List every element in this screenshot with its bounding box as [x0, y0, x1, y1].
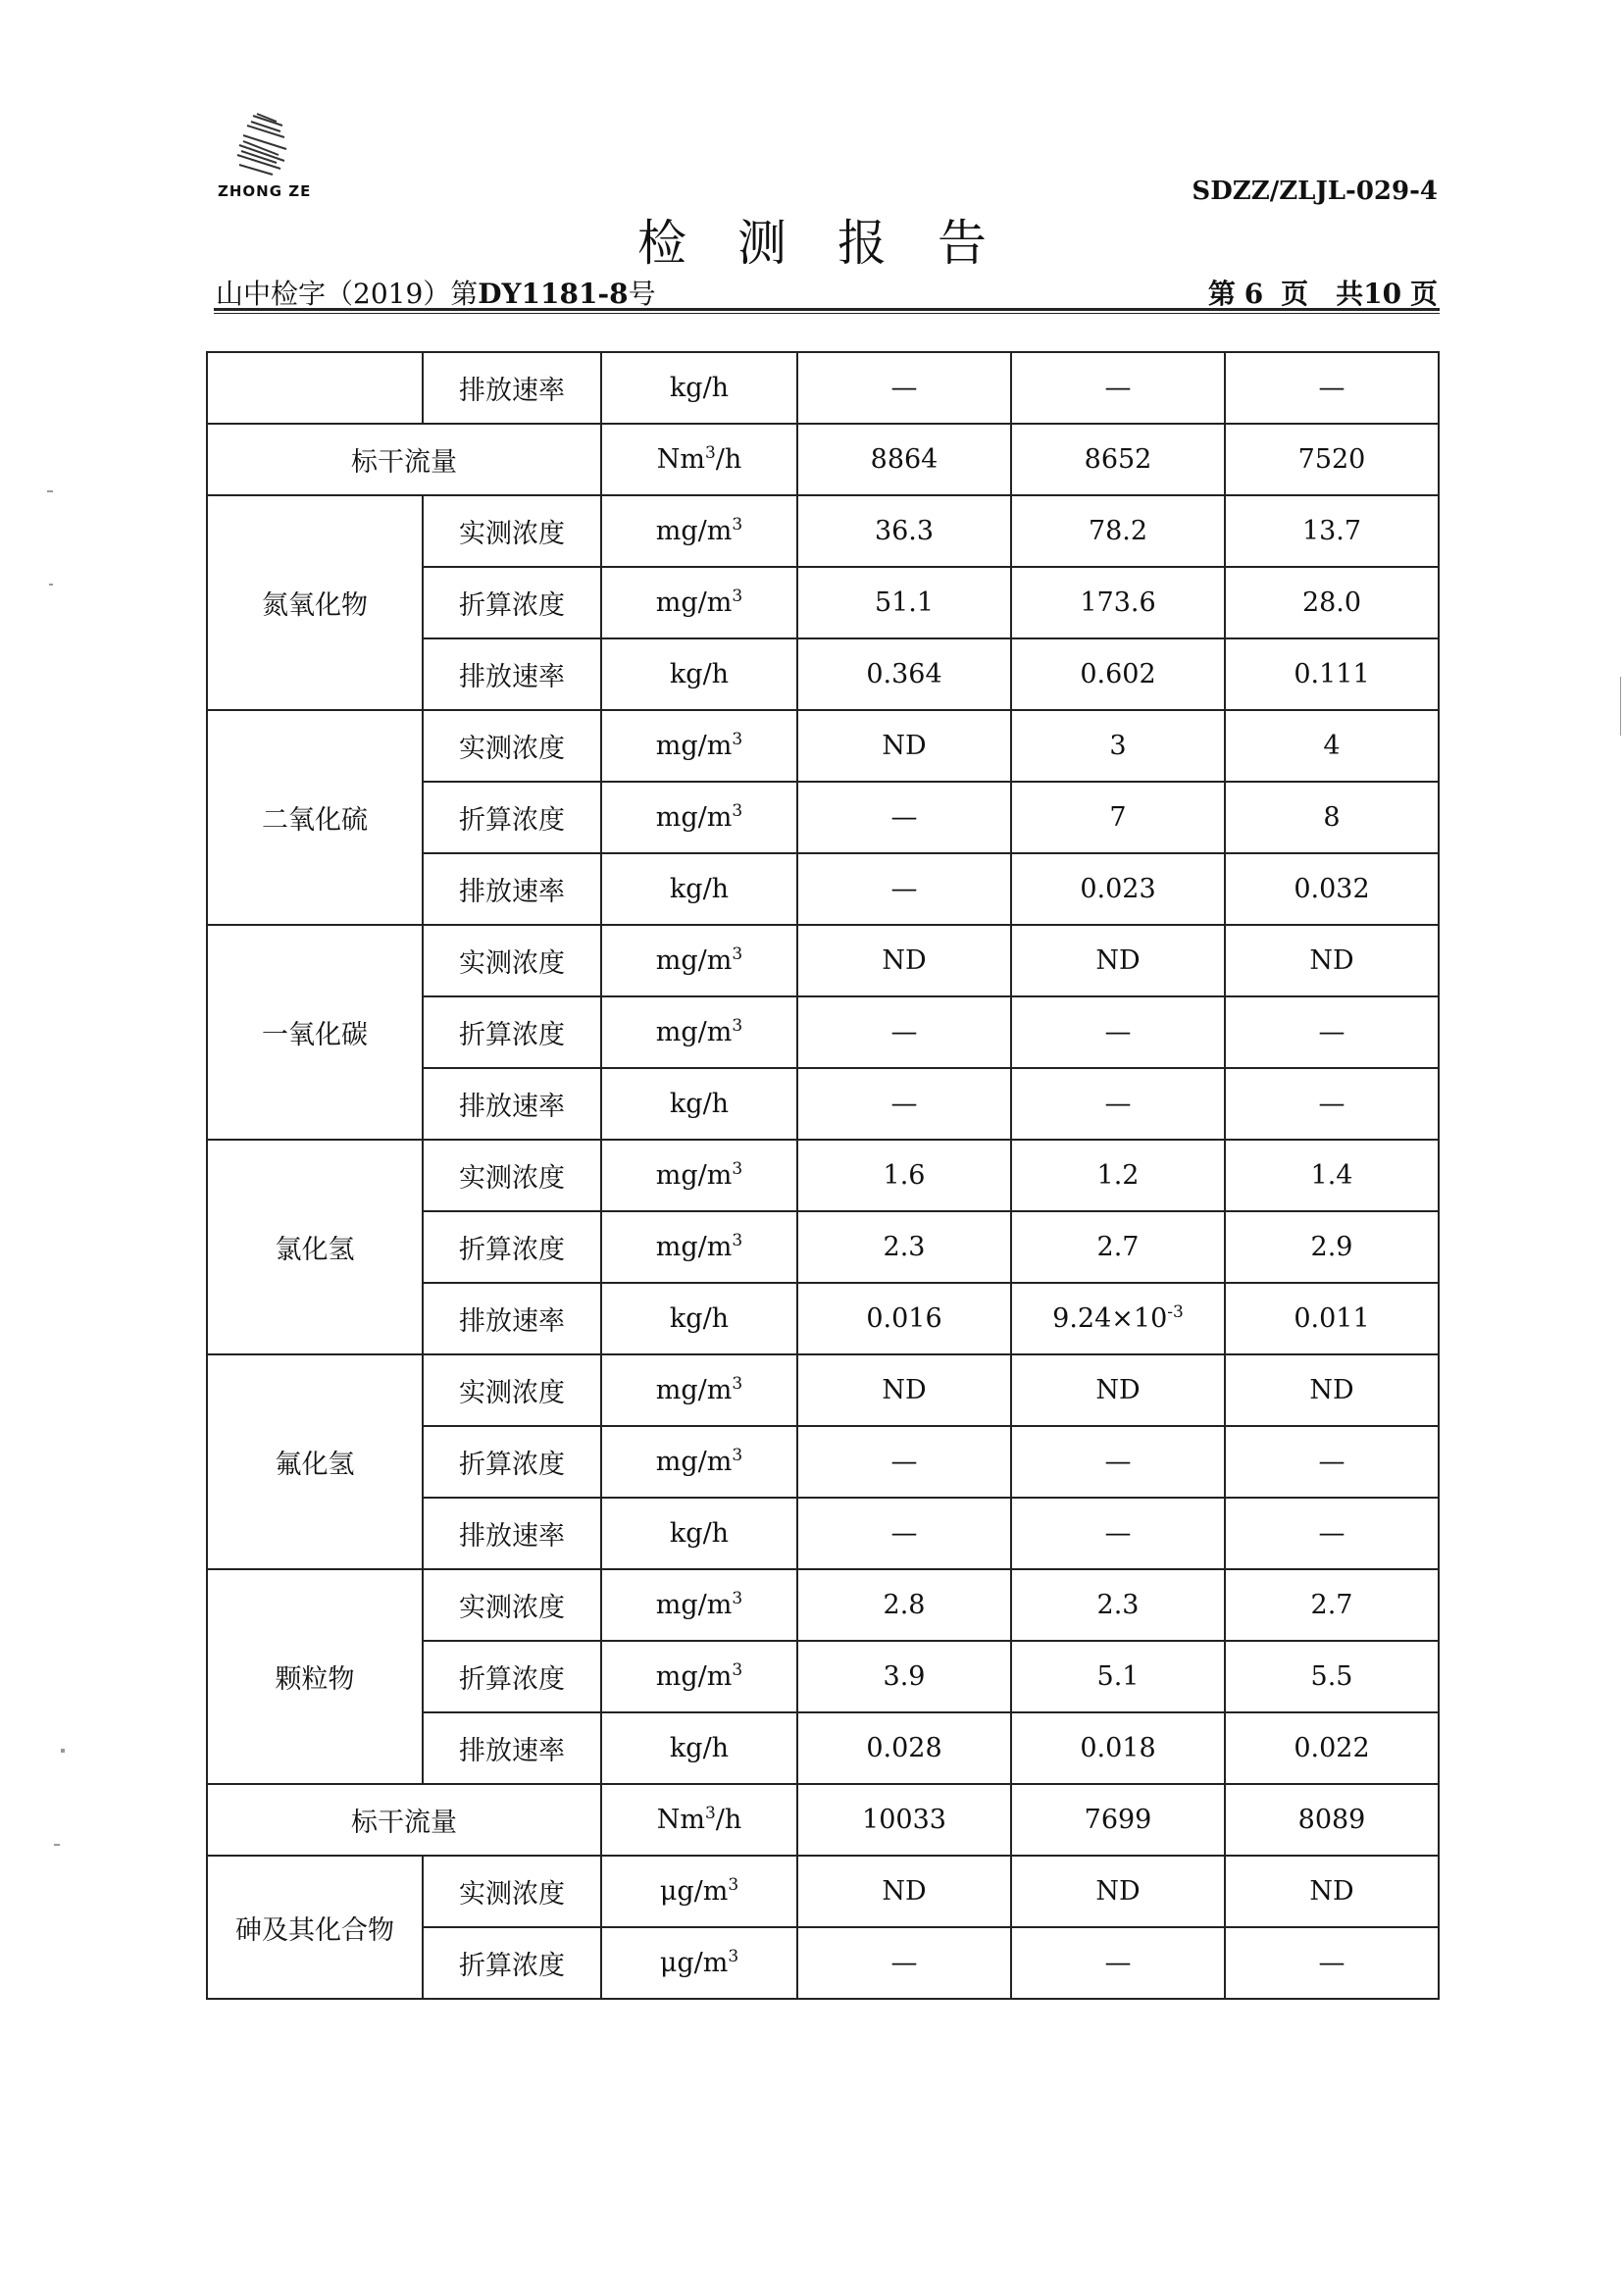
table-cell: —	[797, 1927, 1011, 1999]
table-row	[207, 424, 1439, 495]
table-cell: Nm$^3$/h	[601, 424, 797, 495]
header-rule	[214, 308, 1440, 311]
table-cell: 13.7	[1225, 495, 1439, 567]
form-code: SDZZ/ZLJL-029-4	[1192, 177, 1438, 206]
table-cell: 1.2	[1011, 1140, 1225, 1211]
table-cell: ND	[797, 1354, 1011, 1426]
table-row	[207, 1140, 1439, 1211]
pollutant-label: 氯化氢	[207, 1140, 423, 1354]
table-cell: 2.3	[1011, 1569, 1225, 1641]
pollutant-label: 砷及其化合物	[207, 1856, 423, 1999]
table-cell: —	[1011, 1927, 1225, 1999]
table-cell: kg/h	[601, 1498, 797, 1569]
table-cell: 0.602	[1011, 638, 1225, 710]
table-cell: 折算浓度	[423, 1211, 601, 1283]
table-cell: ND	[797, 710, 1011, 782]
pollutant-label: 氟化氢	[207, 1354, 423, 1569]
report-title: 检测报告	[637, 215, 1038, 272]
table-cell: —	[1225, 1498, 1439, 1569]
table-cell: 78.2	[1011, 495, 1225, 567]
table-cell: kg/h	[601, 638, 797, 710]
table-cell: 标干流量	[207, 1784, 601, 1856]
table-row	[207, 925, 1439, 996]
table-cell: 实测浓度	[423, 1140, 601, 1211]
table-cell: 折算浓度	[423, 1927, 601, 1999]
table-cell: —	[1011, 1498, 1225, 1569]
table-cell: kg/h	[601, 1283, 797, 1354]
table-cell: 实测浓度	[423, 1354, 601, 1426]
table-row	[207, 1354, 1439, 1426]
table-cell: —	[797, 352, 1011, 424]
table-cell: 折算浓度	[423, 782, 601, 853]
table-cell: 标干流量	[207, 424, 601, 495]
table-cell: ND	[1225, 925, 1439, 996]
table-cell: $mg/m^3$	[601, 782, 797, 853]
table-cell: 1.4	[1225, 1140, 1439, 1211]
table-cell: 实测浓度	[423, 1856, 601, 1927]
scan-speck	[54, 1844, 60, 1846]
table-cell: 5.5	[1225, 1641, 1439, 1712]
table-cell: $\mu g/m^3$	[601, 1927, 797, 1999]
table-cell: Nm$^3$/h	[601, 1784, 797, 1856]
table-cell: 7520	[1225, 424, 1439, 495]
table-row	[207, 1784, 1439, 1856]
table-cell: —	[1225, 996, 1439, 1068]
table-cell: $mg/m^3$	[601, 1426, 797, 1498]
table-cell: $mg/m^3$	[601, 1354, 797, 1426]
table-cell: —	[1225, 352, 1439, 424]
table-cell: 51.1	[797, 567, 1011, 638]
table-cell: ND	[797, 1856, 1011, 1927]
table-cell: —	[797, 853, 1011, 925]
table-cell: 173.6	[1011, 567, 1225, 638]
table-cell: ND	[1011, 1856, 1225, 1927]
table-cell: —	[797, 996, 1011, 1068]
table-cell: 实测浓度	[423, 710, 601, 782]
table-cell: 4	[1225, 710, 1439, 782]
table-cell: 0.364	[797, 638, 1011, 710]
table-row	[207, 710, 1439, 782]
table-cell: 实测浓度	[423, 1569, 601, 1641]
table-cell: 排放速率	[423, 1498, 601, 1569]
page-info: 第 6 页 共10 页	[1207, 278, 1438, 310]
scan-edge	[1620, 677, 1621, 736]
table-cell: 2.3	[797, 1211, 1011, 1283]
table-cell: —	[1225, 1068, 1439, 1140]
table-cell: 0.011	[1225, 1283, 1439, 1354]
table-cell: $\mu g/m^3$	[601, 1856, 797, 1927]
table-cell: 7699	[1011, 1784, 1225, 1856]
table-cell: kg/h	[601, 1712, 797, 1784]
table-cell: 排放速率	[423, 352, 601, 424]
table-row	[207, 1569, 1439, 1641]
table-cell: 10033	[797, 1784, 1011, 1856]
table-cell: —	[1225, 1426, 1439, 1498]
table-cell: 3	[1011, 710, 1225, 782]
table-cell: 折算浓度	[423, 567, 601, 638]
table-cell: ND	[1011, 1354, 1225, 1426]
table-cell: $mg/m^3$	[601, 710, 797, 782]
table-cell: 8	[1225, 782, 1439, 853]
table-cell	[207, 352, 423, 424]
table-cell: kg/h	[601, 1068, 797, 1140]
report-number: 山中检字（2019）第DY1181-8号	[216, 278, 656, 310]
table-cell: 1.6	[797, 1140, 1011, 1211]
table-cell: 排放速率	[423, 1068, 601, 1140]
table-cell: 排放速率	[423, 853, 601, 925]
table-cell: 排放速率	[423, 638, 601, 710]
table-cell: ND	[1225, 1856, 1439, 1927]
table-cell: 2.7	[1225, 1569, 1439, 1641]
table-cell: 折算浓度	[423, 1641, 601, 1712]
table-cell: ND	[1011, 925, 1225, 996]
scan-speck	[49, 584, 53, 586]
table-cell: $mg/m^3$	[601, 1211, 797, 1283]
table-cell: 8089	[1225, 1784, 1439, 1856]
table-cell: 7	[1011, 782, 1225, 853]
table-cell: ND	[1225, 1354, 1439, 1426]
table-row	[207, 1856, 1439, 1927]
pollutant-label: 氮氧化物	[207, 495, 423, 710]
table-cell: —	[1011, 1426, 1225, 1498]
header-rule-thin	[214, 313, 1440, 314]
table-cell: —	[1011, 1068, 1225, 1140]
table-cell: 实测浓度	[423, 495, 601, 567]
table-cell: 排放速率	[423, 1283, 601, 1354]
table-row	[207, 495, 1439, 567]
logo-text: ZHONG ZE	[218, 182, 312, 200]
table-cell: $mg/m^3$	[601, 996, 797, 1068]
pollutant-label: 一氧化碳	[207, 925, 423, 1140]
scan-speck	[47, 490, 53, 492]
table-cell: 排放速率	[423, 1712, 601, 1784]
table-cell: 0.032	[1225, 853, 1439, 925]
table-cell: $mg/m^3$	[601, 1641, 797, 1712]
table-cell: $9.24\times 10^{-3}$	[1011, 1283, 1225, 1354]
table-cell: 5.1	[1011, 1641, 1225, 1712]
table-cell: 折算浓度	[423, 1426, 601, 1498]
table-cell: 折算浓度	[423, 996, 601, 1068]
table-cell: —	[1225, 1927, 1439, 1999]
table-cell: 0.023	[1011, 853, 1225, 925]
table-cell: $mg/m^3$	[601, 925, 797, 996]
table-cell: $mg/m^3$	[601, 567, 797, 638]
table-cell: —	[1011, 996, 1225, 1068]
test-results-table	[206, 351, 1440, 2000]
table-cell: kg/h	[601, 352, 797, 424]
table-cell: —	[1011, 352, 1225, 424]
pollutant-label: 二氧化硫	[207, 710, 423, 925]
table-cell: —	[797, 1498, 1011, 1569]
table-cell: 0.016	[797, 1283, 1011, 1354]
table-cell: —	[797, 1426, 1011, 1498]
table-cell: 8652	[1011, 424, 1225, 495]
table-cell: ND	[797, 925, 1011, 996]
table-cell: —	[797, 782, 1011, 853]
table-cell: 8864	[797, 424, 1011, 495]
table-cell: 0.028	[797, 1712, 1011, 1784]
table-cell: 36.3	[797, 495, 1011, 567]
table-cell: $mg/m^3$	[601, 1569, 797, 1641]
table-cell: 2.7	[1011, 1211, 1225, 1283]
table-cell: 2.8	[797, 1569, 1011, 1641]
table-cell: kg/h	[601, 853, 797, 925]
table-cell: 28.0	[1225, 567, 1439, 638]
table-cell: 0.111	[1225, 638, 1439, 710]
pollutant-label: 颗粒物	[207, 1569, 423, 1784]
table-cell: 实测浓度	[423, 925, 601, 996]
table-cell: 0.022	[1225, 1712, 1439, 1784]
table-cell: 2.9	[1225, 1211, 1439, 1283]
table-row	[207, 352, 1439, 424]
table-cell: 3.9	[797, 1641, 1011, 1712]
table-cell: $mg/m^3$	[601, 1140, 797, 1211]
table-cell: 0.018	[1011, 1712, 1225, 1784]
table-cell: —	[797, 1068, 1011, 1140]
table-cell: $mg/m^3$	[601, 495, 797, 567]
scan-speck	[61, 1749, 65, 1753]
